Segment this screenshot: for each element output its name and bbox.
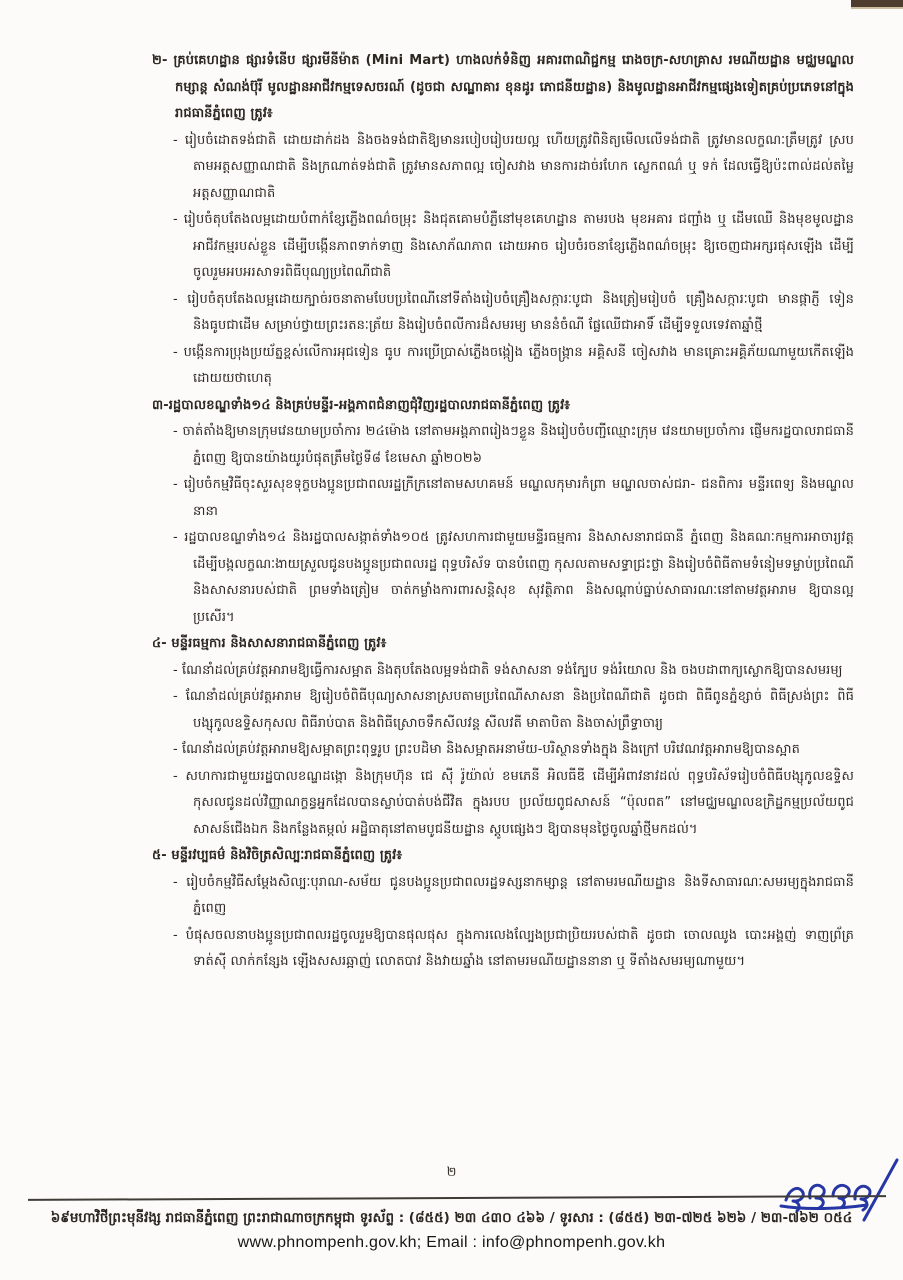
page-number: ២ — [446, 1165, 457, 1180]
scan-corner-artifact — [851, 0, 903, 9]
section-3 — [152, 393, 854, 632]
bullet-item: - ណែនាំដល់គ្រប់វត្តអារាមឱ្យសម្អាតព្រះពុទ្ធរូប ព្រះបដិមា និងសម្អាតអនាម័យ-បរិស្ថានទាំងក្នុង និងក្រៅ បរិវេណវត្តអារាមឱ្យបានស្អាត — [173, 742, 800, 757]
section-heading: ២- គ្រប់គេហដ្ឋាន ផ្សារទំនើប ផ្សារមីនីម៉ាត (Mini Mart) ហាងលក់ទំនិញ អគារពាណិជ្ជកម្ម រោងចក្រ-សហគ្រាស រមណីយដ្ឋាន មជ្ឈមណ្ឌលកម្សាន្ត សំណង់ប៊ុរី មូលដ្ឋានអាជីវកម្មទេសចរណ៍ (ដូចជា សណ្ឋាគារ ខុនដូរ ភោជនីយដ្ឋាន) និងមូលដ្ឋានអាជីវកម្មផ្សេងទៀតគ្រប់ប្រភេទនៅក្នុងរាជធានីភ្នំពេញ ត្រូវ៖ — [152, 53, 854, 121]
bullet-item: - ចាត់តាំងឱ្យមានក្រុមវេនយាមប្រចាំការ ២៤ម៉ោង នៅតាមអង្គភាពរៀងៗខ្លួន និងរៀបចំបញ្ជីឈ្មោះក្រុម វេនយាមប្រចាំការ ផ្ញើមករដ្ឋបាលរាជធានីភ្នំពេញ ឱ្យបានយ៉ាងយូរបំផុតត្រឹមថ្ងៃទី៨ ខែមេសា ឆ្នាំ២០២៦ — [173, 424, 854, 466]
bullet-item: - រៀបចំតុបតែងលម្អដោយបំពាក់ខ្សែភ្លើងពណ៌ចម្រុះ និងជុតគោមបំភ្លឺនៅមុខគេហដ្ឋាន តាមរបង មុខអគារ ជញ្ជាំង ឬ ដើមឈើ និងមុខមូលដ្ឋានអាជីវកម្មរបស់ខ្លួន ដើម្បីបង្កើនភាពទាក់ទាញ និងសោភ័ណភាព ដោយអាច រៀបចំរចនាខ្សែភ្លើងពណ៌ចម្រុះ ឱ្យចេញជាអក្សរផុសឡើង ដើម្បីចូលរួមអបអរសាទរពិធីបុណ្យប្រពៃណីជាតិ — [173, 212, 854, 280]
bullet-item: - ណែនាំដល់គ្រប់វត្តអារាម ឱ្យរៀបចំពិធីបុណ្យសាសនាស្របតាមប្រពៃណីសាសនា និងប្រពៃណីជាតិ ដូចជា ពិធីពូនភ្នំខ្សាច់ ពិធីស្រង់ព្រះ ពិធីបង្សុកូលឧទ្ទិសកុសល ពិធីរាប់បាត និងពិធីស្រោចទឹកសីលវន្ត សីលវតី មាតាបិតា និងចាស់ព្រឹទ្ធាចារ្យ — [173, 689, 854, 731]
footer-address-line: ៦៩មហាវិថីព្រះមុនីវង្ស រាជធានីភ្នំពេញ ព្រះរាជាណាចក្រកម្ពុជា ទូរស័ព្ទ : (៨៥៥) ២៣ ៤៣០ ៤៦៦ / ទូរសារ : (៨៥៥) ២៣-៧២៥ ៦២៦ / ២៣-៧៦២ ០៥៤ — [50, 1210, 853, 1226]
footer-divider-line — [28, 1195, 886, 1201]
section-4 — [152, 631, 854, 843]
bullet-item: - រៀបចំដោតទង់ជាតិ ដោយដាក់ដង និងចងទង់ជាតិឱ្យមានរបៀបរៀបរយល្អ ហើយត្រូវពិនិត្យមើលលើទង់ជាតិ ត្រូវមានលក្ខណៈត្រឹមត្រូវ ស្របតាមអត្តសញ្ញាណជាតិ និងក្រណាត់ទង់ជាតិ ត្រូវមានសភាពល្អ ចៀសវាង មានការដាច់រហែក ស្លេកពណ៌ ឬ ទក់ ដែលធ្វើឱ្យប៉ះពាល់ដល់តម្លៃអត្តសញ្ញាណជាតិ — [173, 132, 854, 201]
footer-website-email: www.phnompenh.gov.kh; Email : info@phnompenh.gov.kh — [237, 1234, 666, 1251]
bullet-item: - បំផុសចលនាបងប្អូនប្រជាពលរដ្ឋចូលរួមឱ្យបានផុលផុស ក្នុងការលេងល្បែងប្រជាប្រិយរបស់ជាតិ ដូចជា ចោលឈូង បោះអង្គញ់ ទាញព្រ័ត្រ ទាត់ស៊ី លាក់កន្សែង ឡើងសសរឆ្អាញ់ លោតបាវ និងវាយឆ្នាំង នៅតាមរមណីយដ្ឋាននានា ឬ ទីតាំងសមរម្យណាមួយ។ — [173, 927, 854, 969]
document-body — [152, 48, 854, 1156]
section-heading: ៤- មន្ទីរធម្មការ និងសាសនារាជធានីភ្នំពេញ ត្រូវ៖ — [152, 636, 387, 651]
bullet-item: - សហការជាមួយរដ្ឋបាលខណ្ឌដង្កោ និងក្រុមហ៊ុន ជេ ស៊ី រ៉ូយ៉ាល់ ខមភេនី អិលធីឌី ដើម្បីអំពាវនាវដល់ ពុទ្ធបរិស័ទរៀបចំពិធីបង្សុកូលឧទ្ទិសកុសលជូនដល់វិញ្ញាណក្ខន្ធអ្នកដែលបានស្លាប់បាត់បង់ជីវិត ក្នុងរបប ប្រល័យពូជសាសន៍ “ប៉ុលពត” នៅមជ្ឈមណ្ឌលឧក្រិដ្ឋកម្មប្រល័យពូជសាសន៍ជើងឯក និងកន្លែងតម្កល់ អដ្ឋិធាតុនៅតាមបូជនីយដ្ឋាន ស្តូបផ្សេងៗ ឱ្យបានមុនថ្ងៃចូលឆ្នាំថ្មីមកដល់។ — [173, 768, 854, 837]
section-heading: ៣-រដ្ឋបាលខណ្ឌទាំង១៤ និងគ្រប់មន្ទីរ-អង្គភាពជំនាញជុំវិញរដ្ឋបាលរាជធានីភ្នំពេញ ត្រូវ៖ — [152, 397, 571, 413]
section-5 — [152, 843, 854, 976]
bullet-item: - បង្កើនការប្រុងប្រយ័ត្នខ្ពស់លើការអុជទៀន ធូប ការប្រើប្រាស់ភ្លើងចង្កៀង ភ្លើងចង្ក្រាន អគ្គិសនី ចៀសវាង មានគ្រោះអគ្គិភ័យណាមួយកើតឡើងដោយយថាហេតុ — [173, 344, 854, 386]
bullet-item: - រៀបចំកម្មវិធីចុះសួរសុខទុក្ខបងប្អូនប្រជាពលរដ្ឋក្រីក្រនៅតាមសហគមន៍ មណ្ឌលកុមារកំព្រា មណ្ឌលចាស់ជរា- ជនពិការ មន្ទីរពេទ្យ និងមណ្ឌលនានា — [173, 477, 854, 519]
section-heading: ៥- មន្ទីរវប្បធម៌ និងវិចិត្រសិល្បៈរាជធានីភ្នំពេញ ត្រូវ៖ — [152, 848, 403, 863]
bullet-item: - ណែនាំដល់គ្រប់វត្តអារាមឱ្យធ្វើការសម្អាត និងតុបតែងលម្អទង់ជាតិ ទង់សាសនា ទង់ក្បែប ទង់រំយោល និង ចងបដាពាក្យស្លោកឱ្យបានសមរម្យ — [173, 662, 843, 678]
bullet-item: - រៀបចំកម្មវិធីសម្តែងសិល្បៈបុរាណ-សម័យ ជូនបងប្អូនប្រជាពលរដ្ឋទស្សនាកម្សាន្ត នៅតាមរមណីយដ្ឋាន និងទីសាធារណៈសមរម្យក្នុងរាជធានីភ្នំពេញ — [173, 874, 854, 916]
bullet-item: - រៀបចំតុបតែងលម្អដោយក្បាច់រចនាតាមបែបប្រពៃណីនៅទីតាំងរៀបចំគ្រឿងសក្ការៈបូជា និងត្រៀមរៀបចំ គ្រឿងសក្ការៈបូជា មានផ្កាភ្ញី ទៀន និងធូបជាដើម សម្រាប់ថ្វាយព្រះរតនៈត្រ័យ និងរៀបចំពលីការដ៏សមរម្យ មាននំចំណី ផ្លែឈើជាអាទិ៍ ដើម្បីទទួលទេវតាឆ្នាំថ្មី — [173, 291, 854, 333]
section-2 — [152, 48, 854, 393]
bullet-item: - រដ្ឋបាលខណ្ឌទាំង១៤ និងរដ្ឋបាលសង្កាត់ទាំង១០៥ ត្រូវសហការជាមួយមន្ទីរធម្មការ និងសាសនារាជធានី ភ្នំពេញ និងគណៈកម្មការអាចារ្យវត្ត ដើម្បីបង្កលក្ខណៈងាយស្រួលជូនបងប្អូនប្រជាពលរដ្ឋ ពុទ្ធបរិស័ទ បានបំពេញ កុសលតាមសទ្ធាជ្រះថ្លា និងរៀបចំពិធីតាមទំនៀមទម្លាប់ប្រពៃណី និងសាសនារបស់ជាតិ ព្រមទាំងត្រៀម ចាត់កម្លាំងការពារសន្តិសុខ សុវត្ថិភាព និងសណ្តាប់ធ្នាប់សាធារណៈនៅតាមវត្តអារាម ឱ្យបានល្អប្រសើរ។ — [173, 530, 854, 625]
